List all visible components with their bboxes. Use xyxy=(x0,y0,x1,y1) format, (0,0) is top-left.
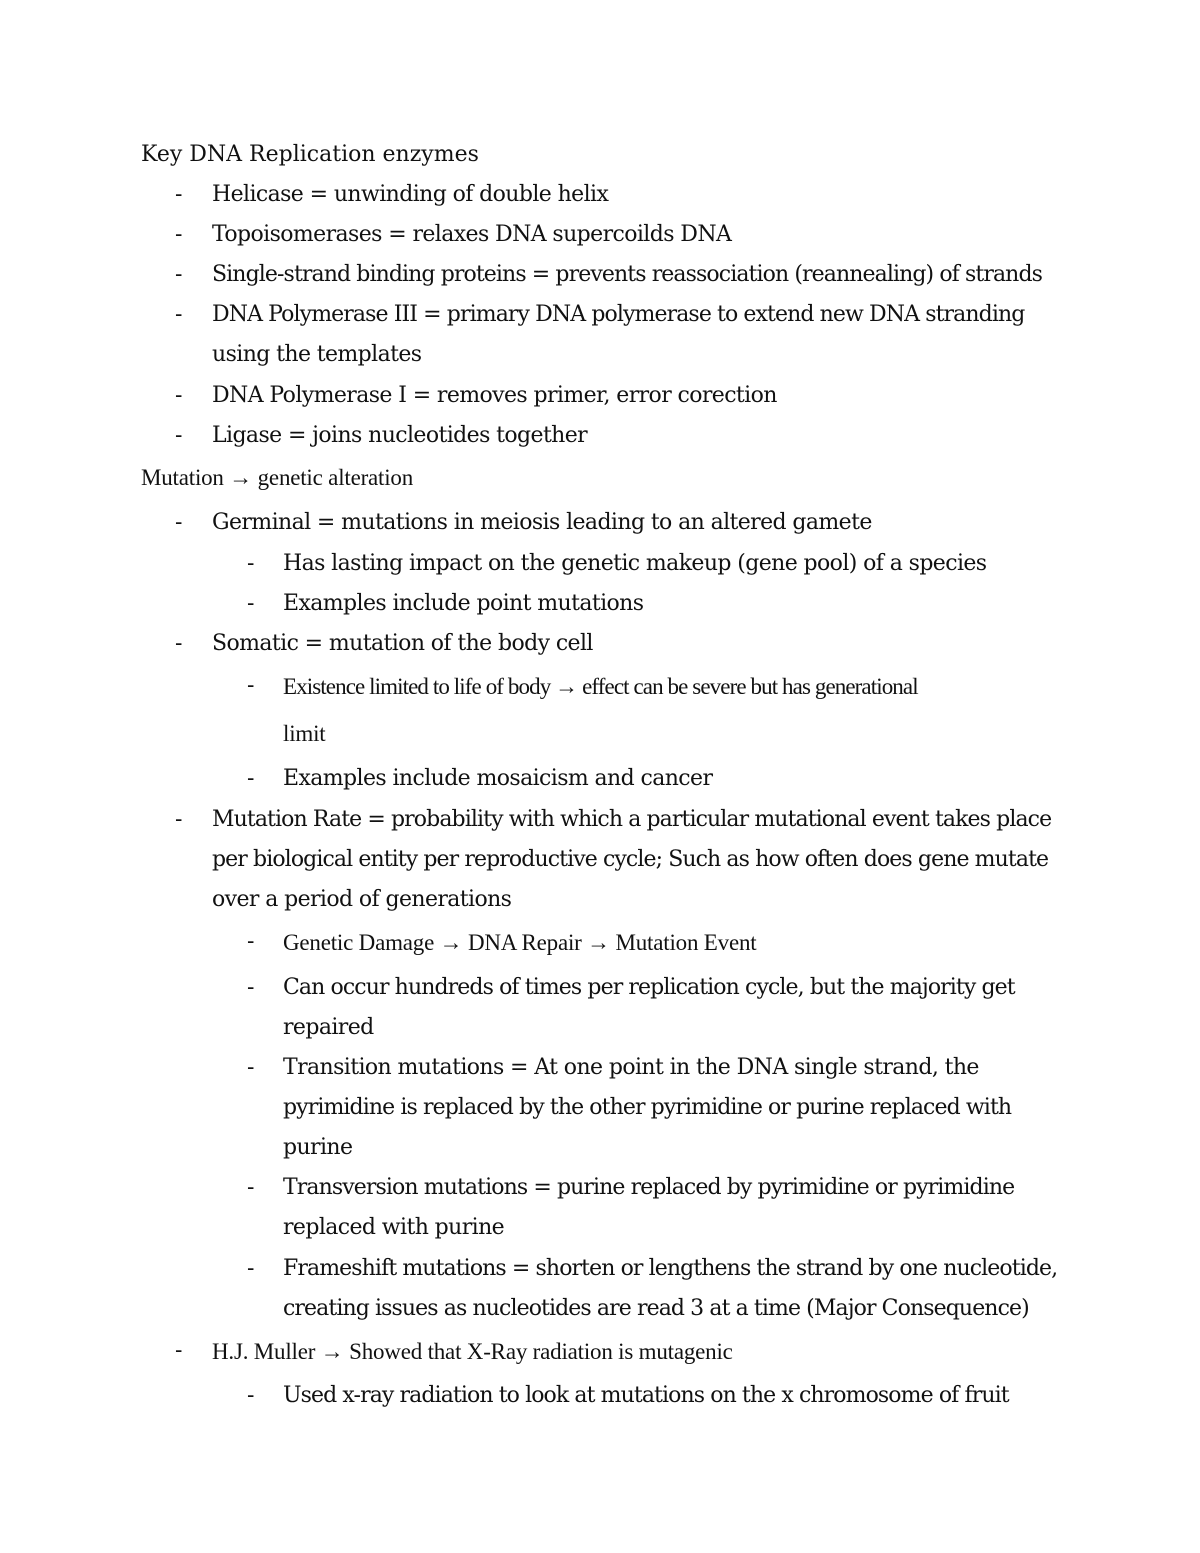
somatic-item: Somatic = mutation of the body cell xyxy=(212,631,593,656)
transition-mutations-cont: pyrimidine is replaced by the other pyrimidine or purine replaced with xyxy=(283,1095,1012,1120)
germinal-sub-item: Has lasting impact on the genetic makeup (gene pool) of a species xyxy=(283,551,987,576)
somatic-sub-item: Examples include mosaicism and cancer xyxy=(283,766,713,791)
enzyme-ssb-proteins: Single-strand binding proteins = prevents reassociation (reannealing) of strands xyxy=(212,262,1043,287)
bullet-dash: - xyxy=(175,510,183,535)
mutation-rate-item: Mutation Rate = probability with which a particular mutational event takes place xyxy=(212,807,1052,832)
enzyme-ligase: Ligase = joins nucleotides together xyxy=(212,423,588,448)
bullet-dash: - xyxy=(175,182,183,207)
mutation-rate-sub-item: Can occur hundreds of times per replication cycle, but the majority get xyxy=(283,975,1015,1000)
somatic-sub-item: Existence limited to life of body → effect can be severe but has generational xyxy=(283,674,918,699)
transition-mutations: Transition mutations = At one point in the DNA single strand, the xyxy=(283,1055,979,1080)
bullet-dash: - xyxy=(247,1055,255,1080)
section-heading: Key DNA Replication enzymes xyxy=(141,142,479,167)
bullet-dash: - xyxy=(175,222,183,247)
transition-mutations-cont: purine xyxy=(283,1135,353,1160)
mutation-rate-cont: per biological entity per reproductive cycle; Such as how often does gene mutate xyxy=(212,847,1049,872)
bullet-dash: - xyxy=(247,673,255,698)
bullet-dash: - xyxy=(175,302,183,327)
germinal-sub-item: Examples include point mutations xyxy=(283,591,644,616)
frameshift-mutations: Frameshift mutations = shorten or lengthens the strand by one nucleotide, xyxy=(283,1256,1058,1281)
enzyme-polymerase-iii-cont: using the templates xyxy=(212,342,422,367)
bullet-dash: - xyxy=(247,1175,255,1200)
mutation-rate-cont: over a period of generations xyxy=(212,887,512,912)
bullet-dash: - xyxy=(175,262,183,287)
germinal-item: Germinal = mutations in meiosis leading to an altered gamete xyxy=(212,510,872,535)
muller-sub-item: Used x-ray radiation to look at mutations on the x chromosome of fruit xyxy=(283,1383,1009,1408)
enzyme-polymerase-iii: DNA Polymerase III = primary DNA polymerase to extend new DNA stranding xyxy=(212,302,1025,327)
bullet-dash: - xyxy=(175,631,183,656)
mutation-rate-sub-item-cont: repaired xyxy=(283,1015,374,1040)
enzyme-helicase: Helicase = unwinding of double helix xyxy=(212,182,609,207)
mutation-heading: Mutation → genetic alteration xyxy=(141,465,414,490)
bullet-dash: - xyxy=(247,766,255,791)
bullet-dash: - xyxy=(247,975,255,1000)
bullet-dash: - xyxy=(175,423,183,448)
muller-item: H.J. Muller → Showed that X-Ray radiation is mutagenic xyxy=(212,1339,733,1364)
bullet-dash: - xyxy=(175,1338,183,1363)
mutation-rate-sub-item: Genetic Damage → DNA Repair → Mutation Event xyxy=(283,930,757,955)
somatic-sub-item-cont: limit xyxy=(283,721,326,746)
frameshift-mutations-cont: creating issues as nucleotides are read 3 at a time (Major Consequence) xyxy=(283,1296,1029,1321)
bullet-dash: - xyxy=(247,591,255,616)
bullet-dash: - xyxy=(247,1383,255,1408)
enzyme-topoisomerases: Topoisomerases = relaxes DNA supercoilds DNA xyxy=(212,222,732,247)
bullet-dash: - xyxy=(175,807,183,832)
transversion-mutations: Transversion mutations = purine replaced by pyrimidine or pyrimidine xyxy=(283,1175,1015,1200)
enzyme-polymerase-i: DNA Polymerase I = removes primer, error corection xyxy=(212,383,777,408)
transversion-mutations-cont: replaced with purine xyxy=(283,1215,505,1240)
bullet-dash: - xyxy=(247,1256,255,1281)
bullet-dash: - xyxy=(247,551,255,576)
bullet-dash: - xyxy=(247,929,255,954)
bullet-dash: - xyxy=(175,383,183,408)
